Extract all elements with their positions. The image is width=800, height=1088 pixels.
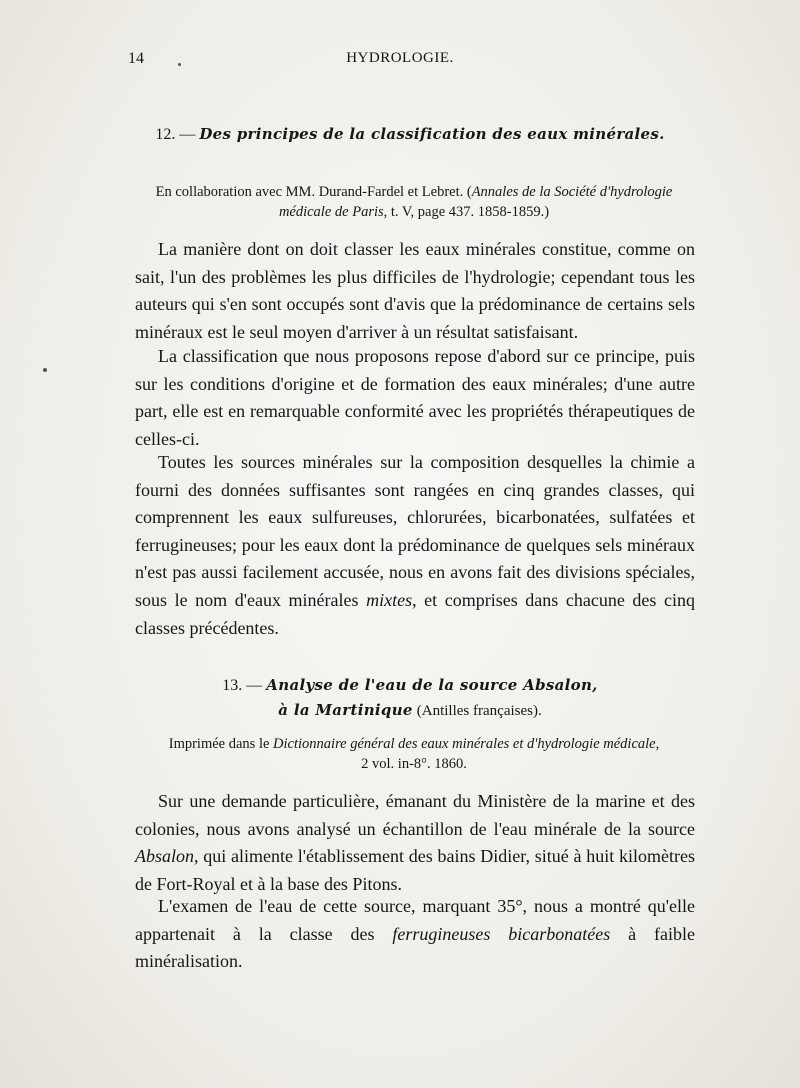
paragraph-1-end: , qui alimente l'établissement des bains Didier, situé à huit kilomètres de Fort-Royal et à la base des Pitons. — [135, 846, 695, 894]
section-12-heading — [130, 122, 690, 147]
section-12-credit — [140, 182, 688, 222]
section-12-paragraph-2: La classification que nous proposons repose d'abord sur ce principe, puis sur les conditions d'origine et de formation des eaux minérales; d'une autre part, elle est en remarquable conformité avec les propriétés thérapeutiques de celles-ci. — [135, 346, 695, 449]
section-12-paragraph-3 — [135, 449, 695, 642]
paragraph-3-start: Toutes les sources minérales sur la composition desquelles la chimie a fourni des données suffisantes sont rangées en cinq grandes classes, qui comprennent les eaux sulfureuses, chlorurées, bicarbonatées, sulfatées et ferrugineuses; pour les eaux dont la prédominance de quelques sels minéraux n'est pas aussi facilement accusée, nous en avons fait des divisions spéciales, sous le nom d'eaux minérales — [135, 452, 695, 610]
paragraph-1-italic: Absalon — [135, 846, 195, 867]
page-number: 14 — [128, 50, 144, 67]
credit-prefix: En collaboration avec MM. Durand-Fardel et Lebret. ( — [155, 184, 472, 200]
paper-speck — [43, 368, 47, 372]
section-12-title: Des principes de la classification des eaux minérales. — [199, 125, 665, 143]
page-header — [0, 50, 800, 74]
paragraph-3-end: , et comprises dans chacune des cinq classes précédentes. — [135, 589, 695, 638]
credit-work: Dictionnaire général des eaux minérales et d'hydrologie médicale, — [273, 736, 660, 752]
section-12-paragraph-1: La manière dont on doit classer les eaux minérales constitue, comme on sait, l'un des problèmes les plus difficiles de l'hydrologie; cependant tous les auteurs qui s'en sont occupés sont d'avis que la prédominance de certains sels minéraux est le seul moyen d'arriver à un résultat satisfaisant. — [135, 239, 695, 342]
section-13-title-paren: (Antilles françaises). — [416, 703, 542, 719]
section-13-paragraph-2 — [135, 893, 695, 976]
running-title: HYDROLOGIE. — [346, 50, 454, 66]
section-13-heading-line-1 — [130, 673, 690, 698]
paragraph-2-italic: ferrugineuses bicarbonatées — [392, 923, 611, 944]
section-12-number: 12. — — [155, 126, 196, 143]
section-13-number: 13. — — [222, 677, 263, 694]
credit-suffix: , t. V, page 437. 1858-1859.) — [383, 204, 550, 220]
section-13-title-line-2: à la Martinique — [278, 701, 413, 719]
section-13-heading-line-2 — [130, 698, 690, 723]
paragraph-2-end: à faible minéralisation. — [135, 923, 696, 972]
paragraph-1-start: Sur une demande particulière, émanant du Ministère de la marine et des colonies, nous avons analysé un échantillon de l'eau minérale de la source — [135, 791, 695, 839]
paragraph-2-start: L'examen de l'eau de cette source, marquant 35°, nous a montré qu'elle appartenait à la classe des — [135, 896, 695, 944]
paragraph-3-italic: mixtes — [366, 589, 413, 610]
section-13-credit — [140, 734, 688, 774]
credit-prefix: Imprimée dans le — [168, 736, 274, 752]
credit-journal: Annales de la Société d'hydrologie médicale de Paris — [278, 184, 673, 220]
paper-speck — [178, 63, 181, 66]
section-13-heading — [130, 673, 690, 723]
section-13-title-line-1: Analyse de l'eau de la source Absalon, — [266, 676, 598, 694]
section-13-paragraph-1 — [135, 788, 695, 898]
credit-suffix: 2 vol. in-8°. 1860. — [361, 756, 467, 772]
